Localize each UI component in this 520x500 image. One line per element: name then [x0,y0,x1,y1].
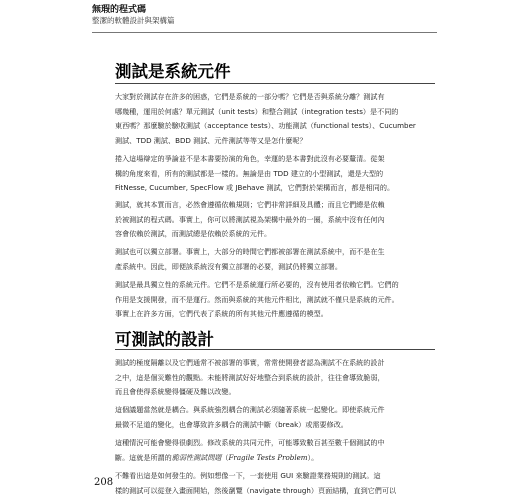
text-line: 不難看出這是如何發生的。例如想像一下，一套使用 GUI 來驗證業務規則的測試。這 [115,471,381,480]
text-line: FitNesse, Cucumber, SpecFlow 或 JBehave 測試，它們對於架構而言，都是相同的。 [115,183,395,193]
fragile-tests-term: 脆弱性測試問題 [171,452,222,462]
text-line: 作用是支援開發，而不是運行。然而與系統的其他元件相比，測試就不僅只是系統的元件。 [115,294,399,304]
section-heading-testable-design: 可測試的設計 [115,330,214,349]
text-line: 測試也可以獨立部署。事實上，大部分的時間它們都被部署在測試系統中，而不是在生 [115,247,385,256]
book-subtitle: 整潔的軟體設計與架構篇 [92,15,175,25]
text-line: 哪幾種，運用於何處？單元測試（unit tests）和整合測試（integration tests）是不同的 [115,106,399,116]
book-title: 無瑕的程式碼 [92,5,147,15]
text-line: 事實上在許多方面，它們代表了系統的所有其他元件應遵循的模型。 [115,309,328,319]
text-line: 於被測試的程式碼。事實上，你可以將測試視為架構中最外的一圈，系統中沒有任何內 [115,214,385,224]
section-heading-components: 測試是系統元件 [115,62,231,81]
paragraph [115,436,437,465]
text-line: 而且會使得系統變得僵硬及難以改變。 [115,387,236,397]
section-heading-underline [115,349,435,350]
paragraph [115,198,437,242]
header-divider [92,32,437,33]
paragraph [115,403,437,432]
section-heading-underline [115,83,435,84]
paragraph [115,90,437,148]
paragraph [115,152,437,196]
text-line: 測試是最具獨立性的系統元件。它們不是系統運行所必要的，沒有使用者依賴它們。它們的 [115,280,399,289]
text-line: 這個議題當然就是耦合。與系統強烈耦合的測試必須隨著系統一起變化。即使系統元件 [115,405,385,414]
text-line: 斷。這就是所謂的脆弱性測試問題（Fragile Tests Problem）。 [115,452,319,462]
sentence-end: 。 [311,452,319,462]
text-line: 東西嗎？那麼驗於驗收測試（acceptance tests）、功能測試（functional tests）、Cucumber [115,121,416,131]
page-number: 208 [94,477,114,488]
text-line: 之中，這是個災難性的觀點。未能將測試好好地整合到系統的設計，往往會導致脆弱， [115,372,385,382]
paragraph [115,469,437,498]
text-line: 測試、TDD 測試、BDD 測試、元件測試等等又是怎什麼呢？ [115,135,307,145]
text-line: 產系統中。因此，即便該系統沒有獨立部署的必要，測試仍將獨立部署。 [115,261,342,271]
text-line: 樣的測試可以從登入畫面開始，然後瀏覽（navigate through）頁面結構，直到它們可以 [115,485,397,495]
text-line: 大家對於測試存在許多的困惑，它們是系統的一部分嗎？它們是否與系統分離？測試有 [115,92,385,101]
fragile-tests-term-english: Fragile Tests Problem [228,452,308,462]
text-line: 這種情況可能會變得很劇烈。修改系統的共同元件，可能導致數百甚至數千個測試的中 [115,438,385,447]
text-line: 最微不足道的變化，也會導致許多耦合的測試中斷（break）或需要修改。 [115,419,348,429]
text-line: 測試的極度隔離以及它們通常不被部署的事實，常常使開發者認為測試不在系統的設計 [115,358,385,367]
text-line: 捲入這場辯定的爭論並不是本書要扮演的角色，幸運的是本書對此沒有必要釐清。從架 [115,154,385,163]
paragraph [115,278,437,322]
running-header [92,5,175,25]
text-line: 構的角度來看，所有的測試都是一樣的。無論是由 TDD 建立的小型測試，還是大型的 [115,168,384,178]
paragraph [115,245,437,274]
paragraph [115,356,437,400]
text-line: 容會依賴於測試，而測試總是依賴於系統的元件。 [115,229,272,239]
text-line: 測試，就其本質而言，必然會遵循依賴規則；它們非常詳細及具體；而且它們總是依賴 [115,200,385,209]
